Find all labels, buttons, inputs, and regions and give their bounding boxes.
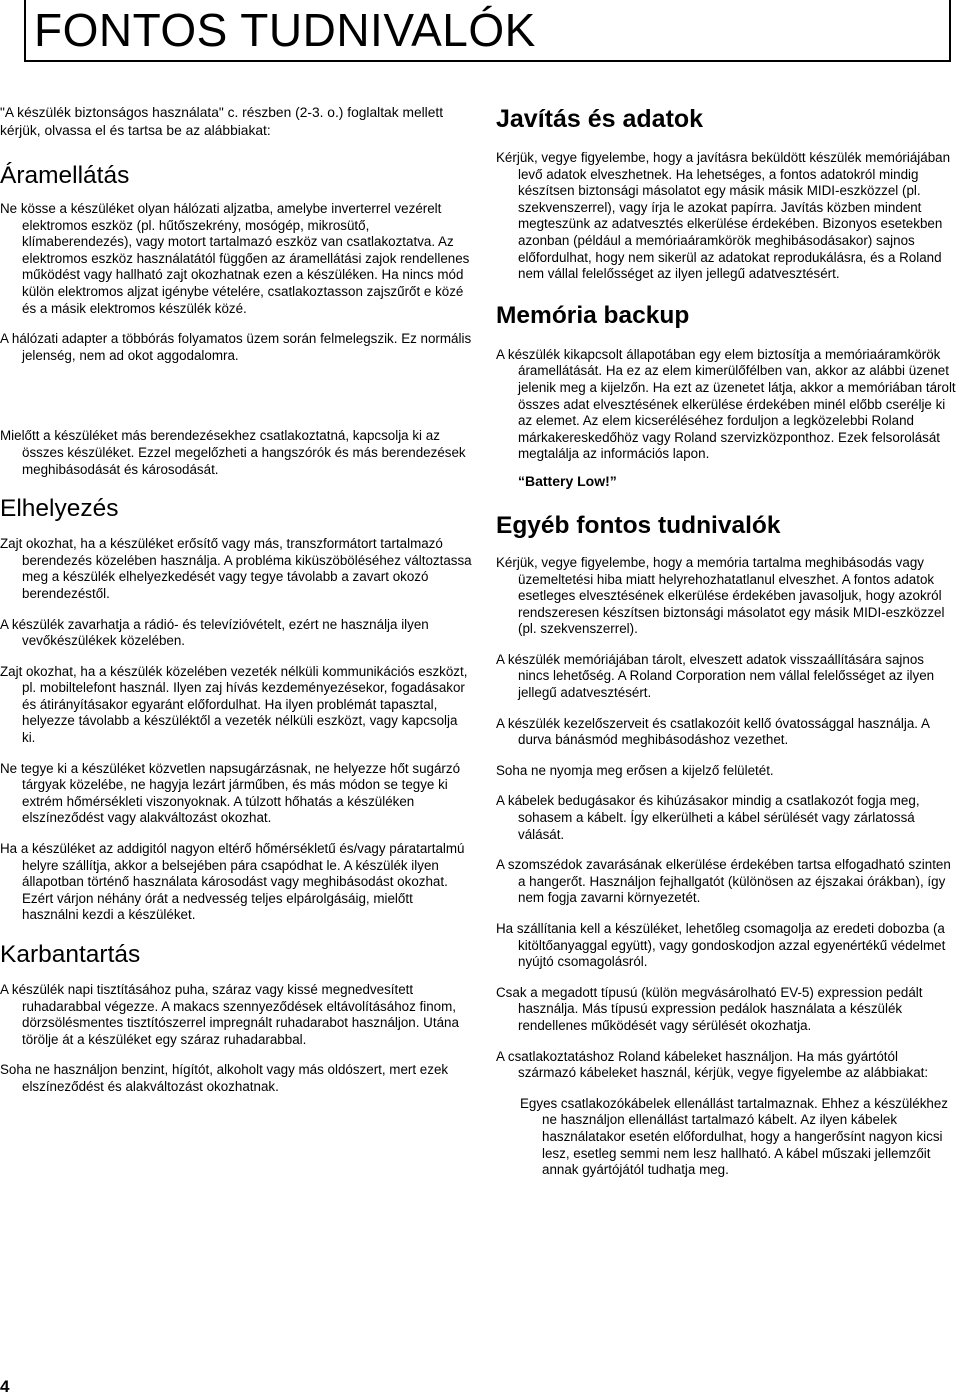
maintenance-paragraph-2: Soha ne használjon benzint, hígítót, alkoholt vagy más oldószert, mert ezek elszíneződést és alakváltozást okozhatnak. <box>0 1062 449 1094</box>
other-paragraph-9: A csatlakoztatáshoz Roland kábeleket használjon. Ha más gyártótól származó kábeleket használ, kérjük, vegye figyelembe az alábbiakat: <box>496 1048 929 1081</box>
section-heading-placement: Elhelyezés <box>0 495 119 523</box>
battery-low-message <box>496 472 958 491</box>
memory-paragraph-1: A készülék kikapcsolt állapotában egy elem biztosítja a memóriaáramkörök áramellátását. Ha ez az elem kimerülőfélben van, akkor az alábbi üzenet jelenik meg a kijelzőn. Ha ezt az üzenetet látja, akkor a memóriában tárolt összes adat elvesztésének elkerülése érdekében minél előbb cserélje ki az elemet. Az elem kicseréléséhez forduljon a legközelebbi Roland márkakereskedőhöz vagy Roland szervizközponthoz. Ezek felsorolását megtalálja az információs lapon. <box>496 346 956 462</box>
placement-paragraph-1: Zajt okozhat, ha a készüléket erősítő vagy más, transzformátort tartalmazó berendezés közelében használja. A probléma kiküszöböléséhez változtassa meg a készülék elhelyezkedését vagy tegye távolabb a zavart okozó berendezéstől. <box>0 536 472 601</box>
section-heading-other: Egyéb fontos tudnivalók <box>496 511 781 539</box>
placement-paragraph-5: Ha a készüléket az addigitól nagyon eltérő hőmérsékletű és/vagy páratartalmú helyre szállítja, akkor a belsejében pára csapódhat le. A készülék ilyen állapotban történő használata károsodást vagy meghibásodást okozhat. Ezért várjon néhány órát a nedvesség teljes elpárolgásáig, mielőtt használni kezdi a készüléket. <box>0 841 465 923</box>
power-paragraph-3: Mielőtt a készüléket más berendezésekhez csatlakoztatná, kapcsolja ki az összes készüléket. Ezzel megelőzheti a hangszórók és más berendezések meghibásodását és károsodását. <box>0 428 466 477</box>
section-heading-power: Áramellátás <box>0 162 130 189</box>
maintenance-paragraph-1: A készülék napi tisztításához puha, száraz vagy kissé megnedvesített ruhadarabbal végezze. A makacs szennyeződések eltávolításához finom, dörzsölésmentes tisztítószerrel impregnált ruhadarabot használjon. Utána törölje át a készüléket egy száraz ruhadarabbal. <box>0 982 459 1047</box>
other-paragraph-2: A készülék memóriájában tárolt, elveszett adatok visszaállítására sajnos nincs lehetőség. A Roland Corporation nem vállal felelősséget az ilyen jellegű adatvesztésért. <box>496 651 935 701</box>
other-paragraph-1: Kérjük, vegye figyelembe, hogy a memória tartalma meghibásodás vagy üzemeltetési hiba miatt helyrehozhatatlanul elveszhet. A fontos adatok esetleges elvesztésének elkerülése érdekében javasoljuk, hogy azokról rendszeresen készítsen biztonsági másolatot egy másik MIDI-eszközzel (pl. szekvenszerrel). <box>496 554 945 637</box>
repair-paragraph-1: Kérjük, vegye figyelembe, hogy a javításra beküldött készülék memóriájában levő adatok elveszhetnek. Ha lehetséges, a fontos adatokról mindig készítsen biztonsági másolatot egy másik másik MIDI-eszközzel (pl. szekvenszerrel), vagy írja le azokat papírra. Javítás közben mindent megteszünk az adatvesztés elkerülése érdekében. Bizonyos esetekben azonban (például a memóriaáramkörök meghibásodásakor) sajnos előfordulhat, hogy nem sikerül az adatokat reprodukálásra, és a Roland nem vállal felelősséget az ilyen jellegű adatvesztésért. <box>496 150 951 282</box>
placement-paragraph-3: Zajt okozhat, ha a készülék közelében vezeték nélküli kommunikációs eszközt, pl. mobiltelefont használ. Ilyen zaj hívás kezdeményezésekor, fogadásakor és átirányításakor egyaránt előfordulhat. Ha ilyen problémát tapasztal, helyezze távolabb a készüléktől a vezeték nélküli eszközt, vagy kapcsolja ki. <box>0 663 468 746</box>
section-heading-repair: Javítás és adatok <box>496 105 704 133</box>
other-paragraph-4: Soha ne nyomja meg erősen a kijelző felületét. <box>496 762 774 778</box>
placement-paragraph-4: Ne tegye ki a készüléket közvetlen napsugárzásnak, ne helyezze hőt sugárzó tárgyak közelébe, ne hagyja lezárt járműben, és más módon se tegye ki extrém hőmérsékleti viszonyoknak. A túlzott hőhatás a készüléken elszíneződést vagy alakváltozást okozhat. <box>0 760 461 826</box>
battery-low-text: “Battery Low!” <box>518 472 617 489</box>
other-paragraph-5: A kábelek bedugásakor és kihúzásakor mindig a csatlakozót fogja meg, sohasem a kábelt. Így elkerülheti a kábel sérülését vagy zárlatossá válását. <box>496 793 920 842</box>
page-number: 4 <box>0 1377 10 1396</box>
other-paragraph-10: Egyes csatlakozókábelek ellenállást tartalmaznak. Ehhez a készülékhez ne használjon ellenállást tartalmazó kábelt. Az ilyen kábelek használatakor esetén előfordulhat, hogy a hangerősínt nagyon kicsi lesz, esetleg semmi nem lesz hallható. A kábel műszaki jellemzőit annak gyártójától tudhatja meg. <box>520 1095 948 1178</box>
left-column <box>0 104 472 1096</box>
page-title: FONTOS TUDNIVALÓK <box>34 4 536 56</box>
power-paragraph-1: Ne kösse a készüléket olyan hálózati aljzatba, amelybe inverterrel vezérelt elektromos eszköz (pl. hűtőszekrény, mosógép, mikrosütő, klímaberendezés), vagy motort tartalmazó eszköz van csatlakoztatva. Az elektromos eszköz használatától függően az áramellátási zajok rendellenes működést vagy hallható zajt okozhatnak ezen a készüléken. Ha nincs mód külön elektromos aljzat igénybe vételére, csatlakoztasson zajszűrőt e közé és a másik elektromos készülék közé. <box>0 201 470 316</box>
intro-paragraph: "A készülék biztonságos használata" c. részben (2-3. o.) foglaltak mellett kérjük, olvassa el és tartsa be az alábbiakat: <box>0 105 444 138</box>
other-paragraph-8: Csak a megadott típusú (külön megvásárolható EV-5) expression pedált használja. Más típusú expression pedálok használata a készülék rendellenes működését vagy sérülését okozhatja. <box>496 984 923 1033</box>
title-box <box>24 0 951 62</box>
placement-paragraph-2: A készülék zavarhatja a rádió- és televízióvételt, ezért ne használja ilyen vevőkészülékek közelében. <box>0 616 429 649</box>
other-paragraph-7: Ha szállítania kell a készüléket, lehetőleg csomagolja az eredeti dobozba (a kitöltőanyaggal együtt), vagy gondoskodjon azzal egyenértékű védelmet nyújtó csomagolásról. <box>496 921 946 970</box>
section-heading-maintenance: Karbantartás <box>0 941 141 968</box>
other-paragraph-3: A készülék kezelőszerveit és csatlakozóit kellő óvatossággal használja. A durva bánásmód meghibásodáshoz vezethet. <box>496 715 930 748</box>
other-paragraph-6: A szomszédok zavarásának elkerülése érdekében tartsa elfogadható szinten a hangerőt. Használjon fejhallgatót (különösen az éjszakai órákban), így nem fogja zavarni környezetét. <box>496 857 951 906</box>
power-paragraph-2: A hálózati adapter a többórás folyamatos üzem során felmelegszik. Ez normális jelenség, nem ad okot aggodalomra. <box>0 331 472 363</box>
right-column <box>496 104 958 1179</box>
section-heading-memory: Memória backup <box>496 301 690 329</box>
